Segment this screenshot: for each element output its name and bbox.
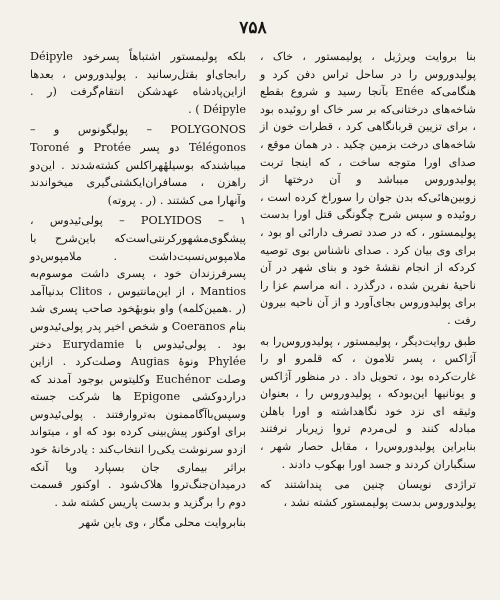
right-column bbox=[260, 48, 476, 532]
paragraph: بلکه پولیمستور اشتباهاً پسرخود Déipyle رابجای‌او بقتل‌رسانید . پولیدوروس ، بعدها ازاین‌پادشاه عهدشکن انتقام‌گرفت (ر . Déipyle ) . bbox=[30, 50, 246, 116]
paragraph: طبق روایت‌دیگر ، پولیمستور ، پولیدوروس‌را به آژاکس ، پسر تلامون ، که قلمرو او را غارت‌کرده بود ، تحویل داد . در منظور آژاکس و یونانیها این‌بود‌که ، پولیدوروس را ، بعنوان وثیقه ای نزد خود نگاهداشته و اورا باهلن مبادله کنند و لی‌مردم تروا زیربار نرفتند بنابراین پولیدوروس‌را ، مقابل حصار شهر ، سنگباران کردند و جسد اورا بهکوب دادند . bbox=[260, 334, 476, 471]
text-columns bbox=[30, 48, 476, 532]
paragraph: POLYGONOS – پولیگونوس و – Télégonos دو پسر Protée و Toroné میباشندکه بوسیلهٔهراکلس کشته‌شدند . این‌دو راهزن ، مسافران‌ایکشتی‌گیری میخواندند وآنهارا می کشتند . (ر . پروته) bbox=[30, 123, 247, 207]
paragraph: تراژدی نویسان چنین می پنداشتند که پولیدوروس بدست پولیمستور کشته نشد ، bbox=[260, 478, 476, 509]
left-column bbox=[30, 48, 246, 532]
paragraph: بنا بروایت ویرژیل ، پولیمستور ، خاک ، پولیدوروس را در ساحل تراس دفن کرد و هنگامی‌که Enée بآنجا رسید و شروع بقطع شاخه‌های درختانی‌که بر سر خاک او روئیده بود ، برای تزیین قربانگاهی کرد ، قطرات خون از شاخه‌های درخت بزمین چکید . در همان موقع ، صدای اورا متوجه ساخت ، که اینجا تربت پولیدوروس میباشد و آن درختها از زوبین‌هائی‌که بدن جوان را سوراخ کرده است ، روئیده و سپس شرح چگونگی قتل اورا بدست پولیمستور ، که در صدد تصرف دارائی او بود ، برای وی بیان کرد . صدای ناشناس بوی توصیه کردکه از انجام نقشهٔ خود و بنای شهر در آن ناحیهٔ نفرین شده ، درگذرد . انه مراسم عزا را برای پولیدوروس بجای‌آورد و از آن ناحیه بیرون رفت . bbox=[260, 50, 476, 327]
paragraph: POLYIDOS – ۱ – پولی‌ئیدوس ، پیشگوی‌مشهورکرنتی‌است‌که باین‌شرح با ملامپوس‌نسبت‌داشت . ملامپوس‌دو پسرفرزندان خود ، پسری داشت موسوم‌به Mantios ، از این‌مانتیوس ، Clitos بدنیاآمد (ر .همین‌کلمه) واو بنوبهٔخود صاحب پسری شد بنام Coeranos و شخص اخیر پدر پولی‌ئیدوس بود . پولی‌ئیدوس با Eurydamie دختر Phylée ونوهٔ Augias وصلت‌کرد . ازاین وصلت Euchénor وکلیتوس بوجود آمدند که دراردوکشی Epigone ها شرکت جسته وسپس‌باآگاممنون به‌تروارفتند . پولی‌ئیدوس برای اوکنور پیش‌بینی کرده بود که او ، میتواند ازدو سرنوشت یکی‌را انتخاب‌کند : یادرخانهٔ خود براثر بیماری جان بسپارد ویا آنکه درمیدان‌جنگ‌تروا هلاک‌شود . اوکنور قسمت دوم را برگزید و بدست پاریس کشته شد . bbox=[30, 214, 247, 509]
page-number: ۷۵۸ bbox=[239, 18, 267, 38]
paragraph: بنابروایت محلی مگار ، وی باین شهر bbox=[79, 516, 246, 530]
